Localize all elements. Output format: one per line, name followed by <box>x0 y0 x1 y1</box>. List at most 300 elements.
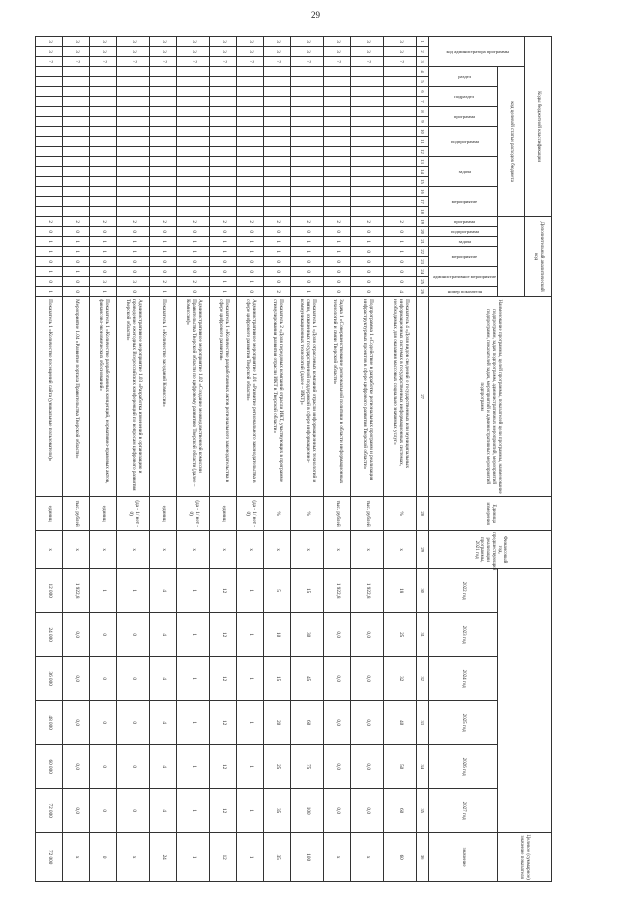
code-cell: 3 <box>291 47 324 57</box>
code-cell: 1 <box>210 287 237 297</box>
code-cell <box>237 107 264 117</box>
code-cell: 0 <box>36 227 63 237</box>
code-cell: 0 <box>36 277 63 287</box>
column-number: 24 <box>417 267 429 277</box>
code-cell: 0 <box>150 227 177 237</box>
unit-cell: (да - 1/ нет - 0) <box>177 497 210 531</box>
code-cell: 1 <box>237 237 264 247</box>
code-cell <box>177 77 210 87</box>
code-cell <box>177 167 210 177</box>
code-cell <box>291 107 324 117</box>
code-cell <box>150 87 177 97</box>
code-cell <box>177 157 210 167</box>
code-cell <box>117 87 150 97</box>
code-cell: 1 <box>210 277 237 287</box>
year-value-cell: 32 <box>384 657 417 701</box>
code-cell: 3 <box>90 277 117 287</box>
code-cell <box>237 97 264 107</box>
column-number: 36 <box>417 833 429 882</box>
indicator-name-cell: Показатель 2 «Доля передовых компаний отрасли ИКТ, участвующих в программе стимулирования развития отрасли ИКТ в Тверской области» <box>264 297 291 497</box>
column-number-row <box>417 37 429 882</box>
code-cell <box>324 137 351 147</box>
code-cell <box>36 177 63 187</box>
year-value-cell: 10 <box>264 613 291 657</box>
indicator-name-cell: Мероприятие 1.04 «Развитие портала Правительства Тверской области» <box>63 297 90 497</box>
code-cell: 3 <box>90 37 117 47</box>
column-number: 13 <box>417 157 429 167</box>
year-value-cell: 1 922,8 <box>324 569 351 613</box>
code-cell <box>177 107 210 117</box>
year-value-cell: 1 <box>177 789 210 833</box>
years-group-header <box>498 569 552 833</box>
code-cell <box>384 97 417 107</box>
code-cell <box>36 87 63 97</box>
indicator-name-cell: Задача 1 «Совершенствование региональной политики в области информационных технологий и связи Тверской области» <box>324 297 351 497</box>
codes-group-header: Коды бюджетной классификации <box>525 37 552 217</box>
code-cell: 1 <box>210 247 237 257</box>
table-row <box>324 37 351 882</box>
code-cell: 7 <box>117 57 150 67</box>
code-cell <box>177 207 210 217</box>
code-cell <box>264 207 291 217</box>
code-cell: 0 <box>324 277 351 287</box>
code-cell: 0 <box>324 227 351 237</box>
sub-col-header: раздел <box>429 67 498 87</box>
code-cell: 1 <box>210 237 237 247</box>
code-cell: 0 <box>63 287 90 297</box>
column-number: 8 <box>417 107 429 117</box>
code-cell <box>351 177 384 187</box>
year-value-cell: 0 <box>90 745 117 789</box>
column-number: 21 <box>417 237 429 247</box>
code-cell <box>177 127 210 137</box>
year-value-cell: 1 <box>237 657 264 701</box>
code-cell <box>264 107 291 117</box>
table-row <box>384 37 417 882</box>
column-number: 3 <box>417 57 429 67</box>
code-cell <box>117 147 150 157</box>
code-cell: 1 <box>324 247 351 257</box>
column-number: 20 <box>417 227 429 237</box>
code-cell: 1 <box>63 237 90 247</box>
column-number: 32 <box>417 657 429 701</box>
code-cell <box>150 97 177 107</box>
code-cell <box>384 77 417 87</box>
code-cell: 3 <box>117 277 150 287</box>
code-cell <box>90 167 117 177</box>
year-value-cell: 15 <box>264 657 291 701</box>
code-cell: 1 <box>63 267 90 277</box>
code-cell <box>264 177 291 187</box>
code-cell: 0 <box>117 267 150 277</box>
code-cell: 0 <box>177 267 210 277</box>
code-cell <box>324 157 351 167</box>
code-cell <box>324 197 351 207</box>
code-cell <box>351 137 384 147</box>
code-cell: 0 <box>351 247 384 257</box>
indicator-name-cell: Показатель 4 «Доля видов сведений о государственных или муниципальных информационных системах в государственных информационных системах, необходимых для оказания массовых социально значимых услуг» <box>384 297 417 497</box>
code-cell: 2 <box>351 217 384 227</box>
code-cell <box>36 117 63 127</box>
rotated-table-container <box>47 36 552 881</box>
code-cell: 2 <box>324 217 351 227</box>
code-cell <box>63 147 90 157</box>
code-cell <box>351 117 384 127</box>
code-cell: 0 <box>351 257 384 267</box>
code-cell <box>210 77 237 87</box>
code-cell <box>210 137 237 147</box>
column-number: 4 <box>417 67 429 77</box>
final-value-cell: x <box>117 833 150 882</box>
code-cell <box>384 167 417 177</box>
code-cell <box>177 67 210 77</box>
indicator-name-cell: Подпрограмма 1 «Содействие в разработке региональных программ и реализация инфраструктурных проектов в сфере цифрового развития Тверской области» <box>351 297 384 497</box>
year-value-cell: 15 <box>291 569 324 613</box>
code-cell: 7 <box>177 57 210 67</box>
code-cell <box>150 107 177 117</box>
code-cell <box>210 147 237 157</box>
year-value-cell: 0,0 <box>63 701 90 745</box>
code-cell <box>291 97 324 107</box>
code-cell: 1 <box>90 287 117 297</box>
code-cell <box>210 127 237 137</box>
code-cell: 0 <box>36 257 63 267</box>
code-cell: 0 <box>210 227 237 237</box>
code-cell: 1 <box>384 247 417 257</box>
code-cell <box>177 177 210 187</box>
code-cell <box>384 107 417 117</box>
year-value-cell: 25 <box>264 745 291 789</box>
year-value-cell: 1 <box>177 701 210 745</box>
code-cell <box>63 77 90 87</box>
code-cell <box>150 137 177 147</box>
code-cell <box>117 67 150 77</box>
code-cell <box>36 137 63 147</box>
year-value-cell: 1 <box>237 745 264 789</box>
code-cell <box>384 177 417 187</box>
code-cell <box>63 137 90 147</box>
code-cell <box>351 127 384 137</box>
code-cell <box>384 87 417 97</box>
year-header: 2026 год <box>429 745 498 789</box>
code-cell: 1 <box>264 247 291 257</box>
code-cell <box>63 97 90 107</box>
code-cell <box>63 207 90 217</box>
column-number: 31 <box>417 613 429 657</box>
expense-code-header: код целевой статьи расходов бюджета <box>498 67 525 217</box>
column-number: 23 <box>417 257 429 267</box>
code-cell: 3 <box>351 37 384 47</box>
year-value-cell: 45 <box>291 657 324 701</box>
code-cell: 0 <box>324 257 351 267</box>
code-cell <box>117 167 150 177</box>
code-cell: 1 <box>90 237 117 247</box>
code-cell <box>63 67 90 77</box>
code-cell <box>291 197 324 207</box>
code-cell: 3 <box>177 47 210 57</box>
code-cell: 0 <box>384 277 417 287</box>
final-value-cell: 100 <box>291 833 324 882</box>
code-cell <box>324 177 351 187</box>
year-value-cell: 100 <box>291 789 324 833</box>
code-cell: 2 <box>384 217 417 227</box>
code-cell: 1 <box>324 237 351 247</box>
code-cell <box>36 197 63 207</box>
code-cell <box>264 87 291 97</box>
code-cell: 4 <box>384 287 417 297</box>
code-cell: 1 <box>150 287 177 297</box>
code-cell <box>63 167 90 177</box>
code-cell <box>117 77 150 87</box>
unit-column-header: Единица измерения <box>429 497 552 531</box>
code-cell: 2 <box>264 287 291 297</box>
year-value-cell: 1 <box>237 613 264 657</box>
code-cell: 0 <box>210 257 237 267</box>
code-cell: 3 <box>237 37 264 47</box>
base-year-cell: x <box>351 531 384 569</box>
code-cell <box>351 157 384 167</box>
table-wrapper <box>47 36 552 881</box>
table-row <box>177 37 210 882</box>
sub-col-header: подпрограмма <box>429 127 498 157</box>
year-value-cell: 12 <box>210 745 237 789</box>
code-cell <box>210 207 237 217</box>
code-cell <box>117 127 150 137</box>
code-cell <box>324 87 351 97</box>
code-cell: 7 <box>36 57 63 67</box>
year-value-cell: 0,0 <box>324 701 351 745</box>
code-cell <box>210 177 237 187</box>
year-value-cell: 0,0 <box>351 789 384 833</box>
code-cell: 0 <box>117 257 150 267</box>
year-value-cell: 1 <box>117 569 150 613</box>
code-cell: 0 <box>264 257 291 267</box>
year-value-cell: 0,0 <box>351 657 384 701</box>
year-value-cell: 0,0 <box>351 701 384 745</box>
code-cell <box>237 77 264 87</box>
code-cell <box>384 197 417 207</box>
code-cell <box>63 157 90 167</box>
sub-col-header: задача <box>429 157 498 187</box>
year-value-cell: 48 000 <box>36 701 63 745</box>
code-cell <box>237 167 264 177</box>
unit-cell: единиц <box>36 497 63 531</box>
code-cell <box>117 177 150 187</box>
base-year-cell: x <box>237 531 264 569</box>
code-cell <box>237 177 264 187</box>
code-cell: 2 <box>90 217 117 227</box>
column-number: 6 <box>417 87 429 97</box>
code-cell: 1 <box>90 247 117 257</box>
code-cell <box>291 117 324 127</box>
code-cell: 1 <box>150 247 177 257</box>
year-header: 2022 год <box>429 569 498 613</box>
year-value-cell: 0,0 <box>63 657 90 701</box>
indicator-name-cell: Показатель 1 «Количество разработанных актов регионального законодательства в сфере цифрового развития» <box>210 297 237 497</box>
code-cell: 0 <box>237 257 264 267</box>
sub-col-header: подраздел <box>429 87 498 107</box>
unit-cell: тыс. рублей <box>351 497 384 531</box>
code-cell: 1 <box>36 237 63 247</box>
code-cell: 7 <box>384 57 417 67</box>
year-value-cell: 18 <box>384 569 417 613</box>
code-cell: 3 <box>351 47 384 57</box>
code-cell <box>210 187 237 197</box>
code-cell <box>36 67 63 77</box>
code-cell: 7 <box>150 57 177 67</box>
code-cell <box>351 197 384 207</box>
year-value-cell: 75 <box>291 745 324 789</box>
code-cell: 1 <box>237 277 264 287</box>
year-value-cell: 0 <box>117 613 150 657</box>
code-cell <box>177 87 210 97</box>
code-cell <box>36 77 63 87</box>
column-number: 25 <box>417 277 429 287</box>
final-value-cell: 0 <box>90 833 117 882</box>
code-cell: 2 <box>291 217 324 227</box>
code-cell: 3 <box>237 47 264 57</box>
column-number: 2 <box>417 47 429 57</box>
code-cell <box>90 147 117 157</box>
code-cell: 7 <box>90 57 117 67</box>
table-row <box>237 37 264 882</box>
code-cell: 2 <box>210 217 237 227</box>
code-cell <box>237 157 264 167</box>
code-cell <box>90 127 117 137</box>
code-cell <box>291 137 324 147</box>
code-cell: 1 <box>291 247 324 257</box>
year-value-cell: 0 <box>90 613 117 657</box>
code-cell <box>36 127 63 137</box>
year-value-cell: 0,0 <box>63 613 90 657</box>
code-cell <box>90 117 117 127</box>
code-cell <box>210 157 237 167</box>
code-cell: 3 <box>117 37 150 47</box>
column-number: 10 <box>417 127 429 137</box>
code-cell <box>36 207 63 217</box>
code-cell: 2 <box>264 217 291 227</box>
code-cell <box>324 187 351 197</box>
column-number: 9 <box>417 117 429 127</box>
code-cell <box>264 147 291 157</box>
code-cell <box>384 187 417 197</box>
indicator-name-cell: Административное мероприятие 1.01 «Развитие регионального законодательства в сфере цифрового развития Тверской области» <box>237 297 264 497</box>
code-cell <box>351 67 384 77</box>
base-year-cell: x <box>150 531 177 569</box>
code-cell <box>90 97 117 107</box>
sub-col-header: программа <box>429 107 498 127</box>
year-value-cell: 60 <box>291 701 324 745</box>
code-cell <box>63 127 90 137</box>
code-cell <box>264 197 291 207</box>
code-cell <box>150 147 177 157</box>
code-cell <box>150 77 177 87</box>
year-value-cell: 0 <box>117 657 150 701</box>
code-cell: 3 <box>36 47 63 57</box>
code-cell <box>264 67 291 77</box>
code-cell <box>210 67 237 77</box>
code-cell <box>63 197 90 207</box>
code-cell <box>264 187 291 197</box>
base-year-cell: x <box>90 531 117 569</box>
code-cell <box>384 67 417 77</box>
final-value-cell: 60 <box>384 833 417 882</box>
year-header: 2023 год <box>429 613 498 657</box>
year-value-cell: 4 <box>150 613 177 657</box>
code-cell <box>117 97 150 107</box>
code-cell: 0 <box>264 227 291 237</box>
code-cell <box>150 207 177 217</box>
code-cell <box>324 207 351 217</box>
code-cell <box>150 177 177 187</box>
code-cell: 2 <box>237 217 264 227</box>
code-cell <box>291 187 324 197</box>
code-cell: 7 <box>63 57 90 67</box>
year-value-cell: 40 <box>384 701 417 745</box>
code-cell <box>324 127 351 137</box>
code-cell: 7 <box>291 57 324 67</box>
code-cell <box>264 157 291 167</box>
year-value-cell: 0,0 <box>63 789 90 833</box>
table-row <box>150 37 177 882</box>
code-cell <box>90 157 117 167</box>
code-cell <box>384 147 417 157</box>
fin-year-column-header: Финансовый год, предшествующий реализации программы, 2021 год <box>429 531 552 569</box>
final-value-cell: x <box>324 833 351 882</box>
extra-sub-header: подпрограмма <box>429 227 498 237</box>
code-cell: 2 <box>63 217 90 227</box>
code-cell <box>90 67 117 77</box>
final-value-cell: 35 <box>264 833 291 882</box>
code-cell: 0 <box>351 267 384 277</box>
code-cell <box>384 157 417 167</box>
code-cell: 0 <box>351 227 384 237</box>
code-cell: 0 <box>90 267 117 277</box>
year-value-cell: 5 <box>264 569 291 613</box>
code-cell <box>36 147 63 157</box>
table-row <box>63 37 90 882</box>
year-value-cell: 12 <box>210 701 237 745</box>
code-cell <box>351 147 384 157</box>
unit-cell: тыс. рублей <box>324 497 351 531</box>
code-cell <box>117 117 150 127</box>
column-number: 18 <box>417 207 429 217</box>
code-cell <box>36 187 63 197</box>
code-cell <box>264 127 291 137</box>
column-number: 1 <box>417 37 429 47</box>
code-cell <box>237 117 264 127</box>
code-cell <box>150 67 177 77</box>
code-cell: 1 <box>117 247 150 257</box>
final-value-cell: 24 <box>150 833 177 882</box>
code-cell <box>177 147 210 157</box>
indicator-name-cell: Показатель 1 «Доля отраслевых компаний отрасли информационных технологий и связи, охваченных государственной поддержкой в сфере информационно-коммуникационных технологий (далее – ИКТ)» <box>291 297 324 497</box>
year-value-cell: 72 000 <box>36 789 63 833</box>
code-cell <box>351 187 384 197</box>
base-year-cell: x <box>291 531 324 569</box>
code-cell: 1 <box>177 237 210 247</box>
code-cell <box>384 207 417 217</box>
code-cell <box>291 127 324 137</box>
year-value-cell: 4 <box>150 701 177 745</box>
code-cell: 7 <box>264 57 291 67</box>
code-cell: 1 <box>384 237 417 247</box>
code-cell <box>264 117 291 127</box>
unit-cell: единиц <box>90 497 117 531</box>
base-year-cell: x <box>384 531 417 569</box>
year-value-cell: 0 <box>117 701 150 745</box>
table-row <box>351 37 384 882</box>
